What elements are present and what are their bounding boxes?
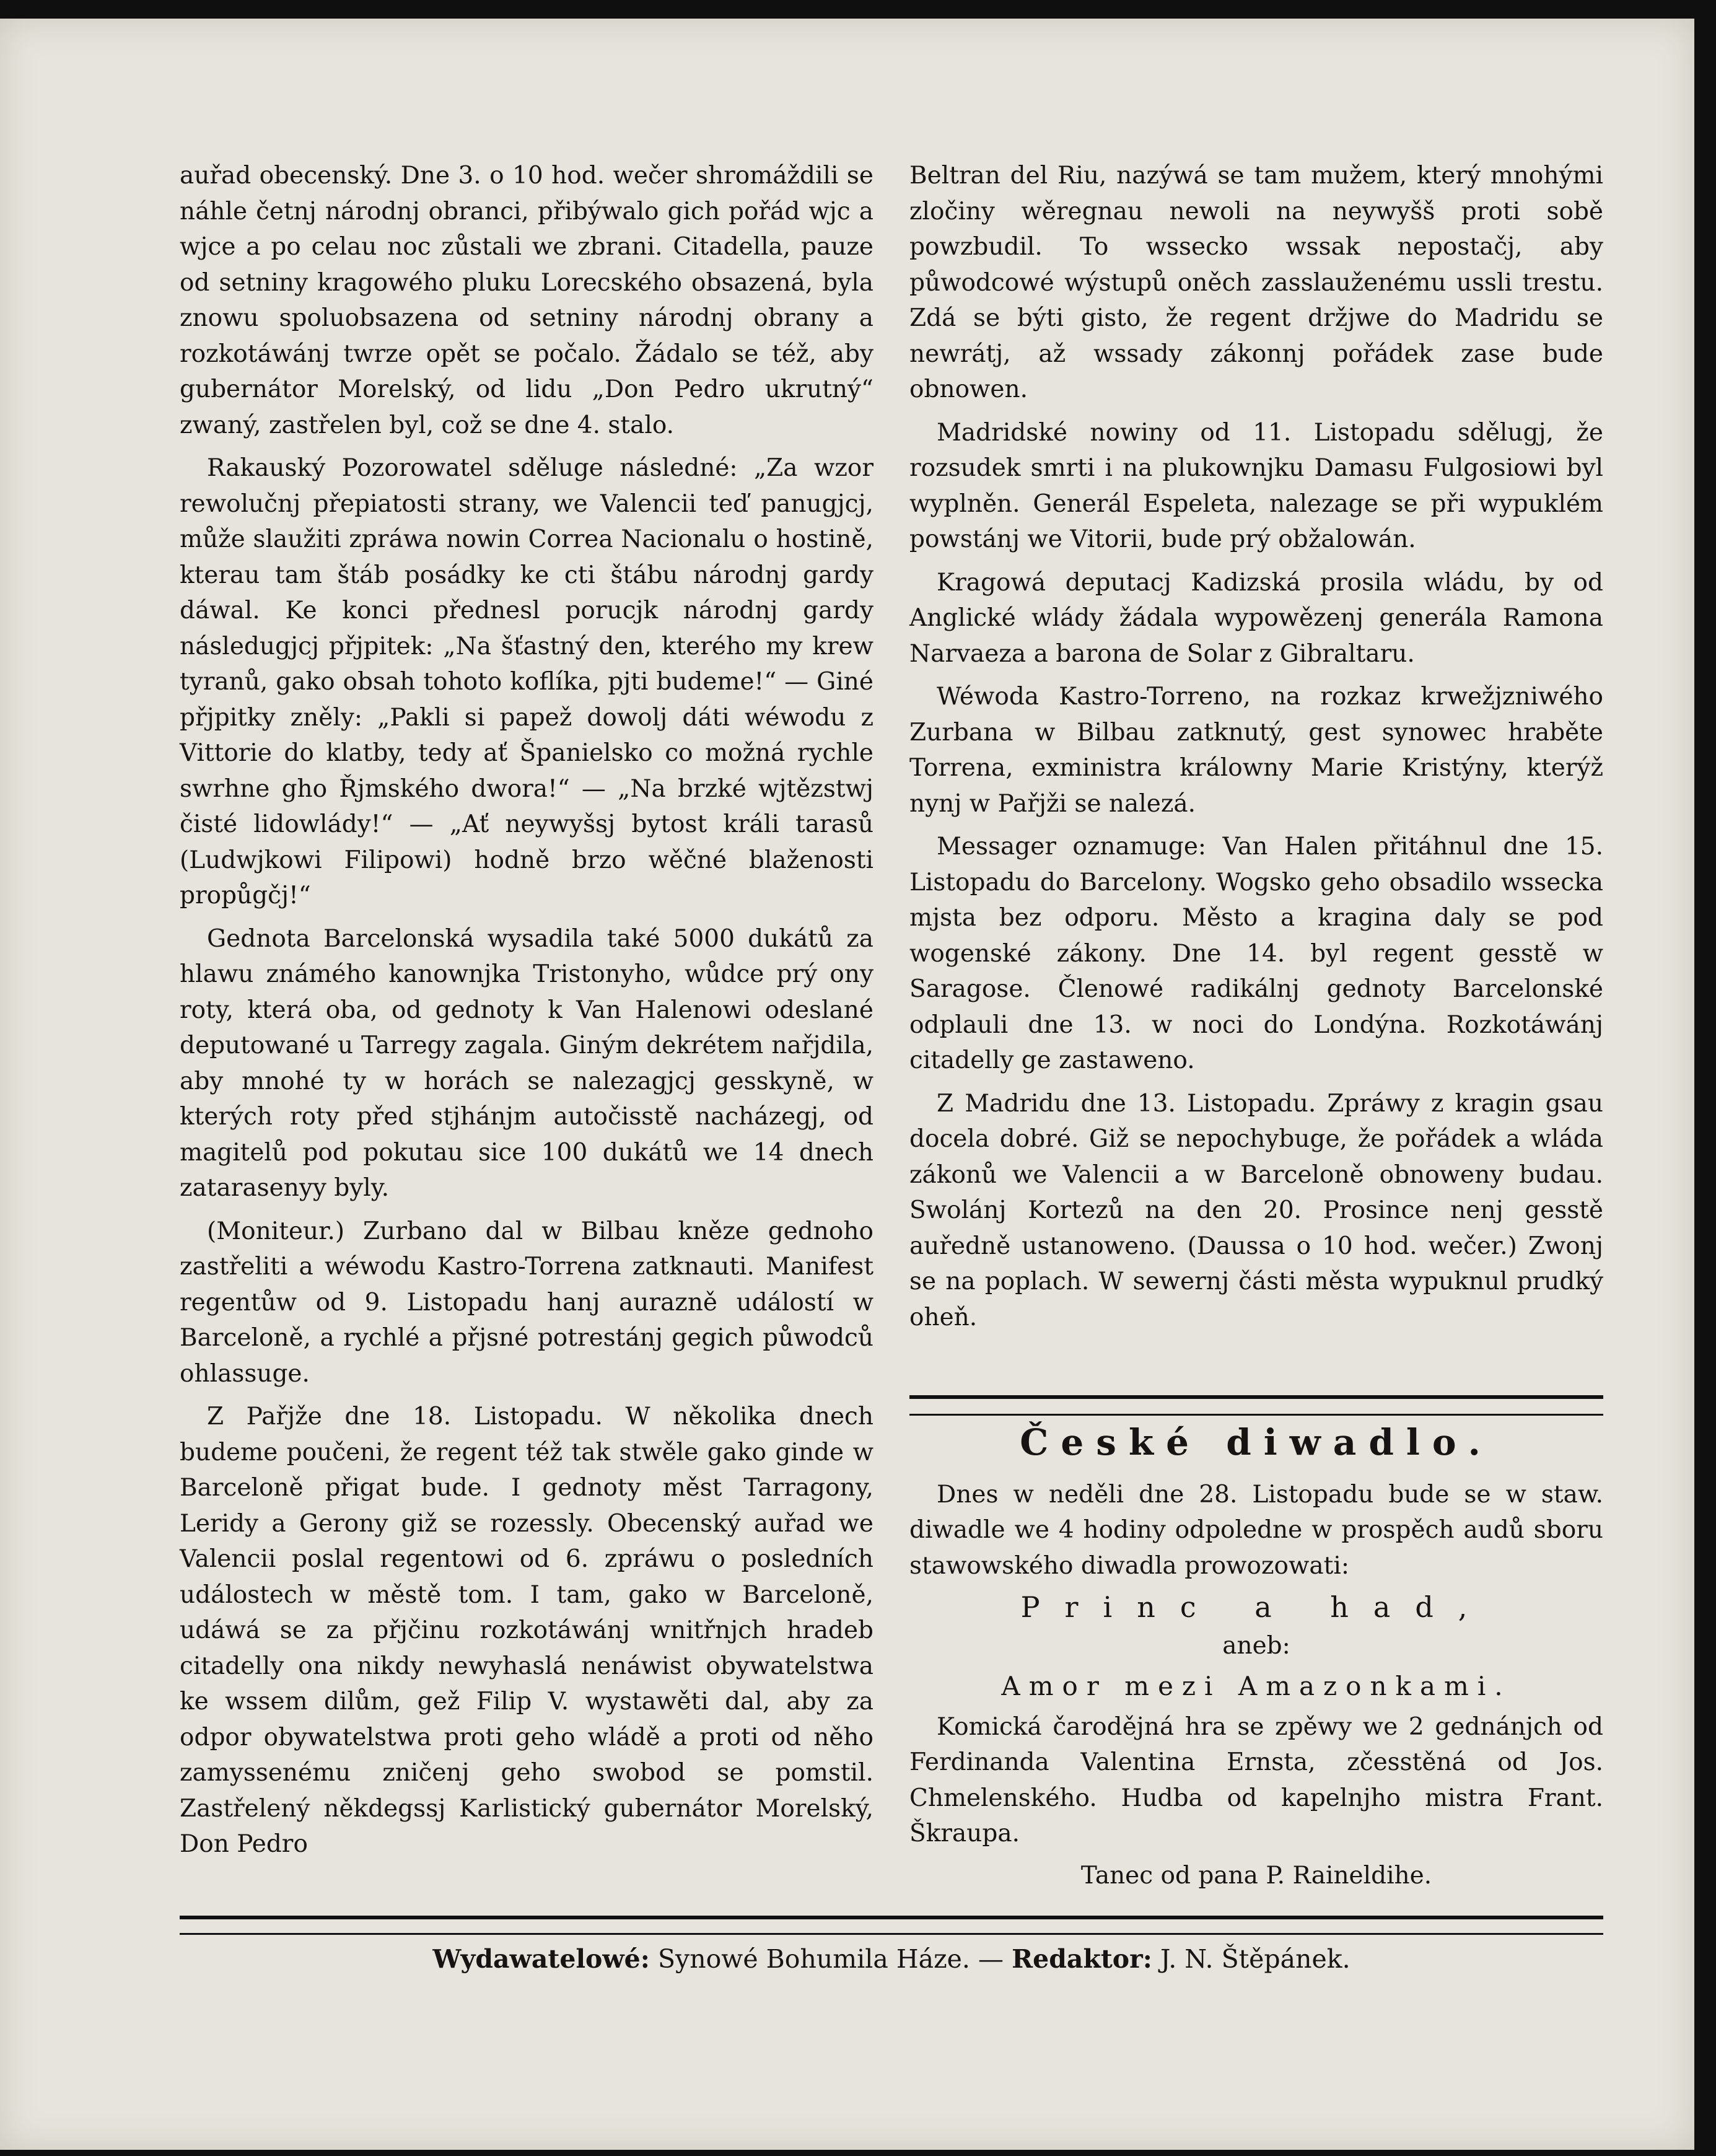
editor-name: J. N. Štěpánek. (1160, 1944, 1350, 1974)
article-paragraph: Messager oznamuge: Van Halen přitáhnul dne 15. Listopadu do Barcelony. Wogsko geho obsadilo wssecka mjsta bez odporu. Město a kragina daly se pod wogenské zákony. Dne 14. byl regent gesstě w Saragose. Členowé radikálnj gednoty Barcelonské odplauli dne 13. w noci do Londýna. Rozkotáwánj citadelly ge zastaweno. (909, 833, 1603, 1074)
section-divider (909, 1395, 1603, 1416)
theatre-announcement (909, 1421, 1603, 1898)
theatre-heading: České diwadlo. (1020, 1421, 1493, 1463)
play-title: Princ a had, (1020, 1590, 1492, 1624)
footer-divider (180, 1916, 1603, 1935)
play-description: Komická čarodějná hra se zpěwy we 2 gednánjch od Ferdinanda Valentina Ernsta, zčesstěná od Jos. Chmelenského. Hudba od kapelnjho mistra Frant. Škraupa. (909, 1712, 1603, 1847)
imprint (180, 1944, 1603, 1974)
editor-label: Redaktor: (1012, 1944, 1152, 1974)
paper-sheet (0, 19, 1694, 2150)
article-paragraph: Kragowá deputacj Kadizská prosila wládu, by od Anglické wlády žádala wypowězenj generála Ramona Narvaeza a barona de Solar z Gibraltaru. (909, 568, 1603, 668)
right-column (909, 158, 1603, 1343)
play-subtitle: Amor mezi Amazonkami. (1001, 1671, 1512, 1701)
article-paragraph: Rakauský Pozorowatel sděluge následné: „Za wzor rewolučnj přepiatosti strany, we Valencii teď panugjcj, může slaužiti zpráwa nowin Correa Nacionalu o hostině, kterau tam štáb posádky ke cti štábu národnj gardy dáwal. Ke konci přednesl porucjk národnj gardy následugjcj přjpitek: „Na šťastný den, kterého my krew tyranů, gako obsah tohoto koflíka, pjti budeme!“ — Giné přjpitky zněly: „Pakli si papež dowolj dáti wéwodu z Vittorie do klatby, tedy ať Španielsko co možná rychle swrhne gho Řjmského dwora!“ — „Na brzké wjtězstwj čisté lidowlády!“ — „Ať neywyšsj bytost králi tarasů (Ludwjkowi Filipowi) hodně brzo wěčné blaženosti propůgčj!“ (180, 454, 873, 909)
article-paragraph: Wéwoda Kastro-Torreno, na rozkaz krwežjzniwého Zurbana w Bilbau zatknutý, gest synowec hraběte Torrena, exministra králowny Marie Kristýny, kterýž nynj w Pařjži se nalezá. (909, 683, 1603, 818)
theatre-intro: Dnes w neděli dne 28. Listopadu bude se w staw. diwadle we 4 hodiny odpoledne w prospěch audů sboru stawowského diwadla prowozowati: (909, 1480, 1603, 1580)
article-paragraph: Madridské nowiny od 11. Listopadu sdělugj, že rozsudek smrti i na plukownjku Damasu Fulgosiowi byl wyplněn. Generál Espeleta, nalezage se při wypuklém powstánj we Vitorii, bude prý obžalowán. (909, 418, 1603, 553)
publishers-name: Synowé Bohumila Háze. — (657, 1944, 1004, 1974)
article-paragraph: Gednota Barcelonská wysadila také 5000 dukátů za hlawu známého kanownjka Tristonyho, wůdce prý ony roty, která oba, od gednoty k Van Halenowi odeslané deputowané u Tarregy zagala. Giným dekrétem nařjdila, aby mnohé ty w horách se nalezagjcj gesskyně, w kterých roty před stjhánjm autočisstě nacházegj, od magitelů pod pokutau sice 100 dukátů we 14 dnech zatarasenyy byly. (180, 924, 873, 1202)
publishers-label: Wydawatelowé: (432, 1944, 650, 1974)
play-dance-credit: Tanec od pana P. Raineldihe. (1080, 1861, 1432, 1890)
article-paragraph: auřad obecenský. Dne 3. o 10 hod. wečer shromáždili se náhle četnj národnj obranci, přibýwalo gich pořád wjc a wjce a po celau noc zůstali we zbrani. Citadella, pauze od setniny kragowého pluku Lorecského obsazená, byla znowu spoluobsazena od setniny národnj obrany a rozkotáwánj twrze opět se počalo. Žádalo se též, aby gubernátor Morelský, od lidu „Don Pedro ukrutný“ zwaný, zastřelen byl, což se dne 4. stalo. (180, 162, 873, 439)
play-or-word: aneb: (1222, 1631, 1290, 1660)
article-paragraph: (Moniteur.) Zurbano dal w Bilbau kněze gednoho zastřeliti a wéwodu Kastro-Torrena zatknauti. Manifest regentůw od 9. Listopadu hanj aurazně událostí w Barceloně, a rychlé a přjsné potrestánj gegich půwodců ohlassuge. (180, 1217, 873, 1388)
article-paragraph: Beltran del Riu, nazýwá se tam mužem, který mnohými zločiny wěregnau newoli na neywyšš proti sobě powzbudil. To wssecko wssak nepostačj, aby půwodcowé wýstupů oněch zasslauženému ussli trestu. Zdá se býti gisto, že regent držjwe do Madridu se newrátj, až wssady zákonnj pořádek zase bude obnowen. (909, 162, 1603, 403)
article-paragraph: Z Madridu dne 13. Listopadu. Zpráwy z kragin gsau docela dobré. Giž se nepochybuge, že pořádek a wláda zákonů we Valencii a w Barceloně obnoweny budau. Swolánj Kortezů na den 20. Prosince nenj gesstě auředně ustanoweno. (Daussa o 10 hod. wečer.) Zwonj se na poplach. W sewernj části města wypuknul prudký oheň. (909, 1089, 1603, 1331)
left-column (180, 158, 873, 1870)
article-paragraph: Z Pařjže dne 18. Listopadu. W několika dnech budeme poučeni, že regent též tak stwěle gako ginde w Barceloně přigat bude. I gednoty měst Tarragony, Leridy a Gerony giž se rozessly. Obecenský auřad we Valencii poslal regentowi od 6. zpráwu o posledních událostech w městě tom. I tam, gako w Barceloně, udáwá se za přjčinu rozkotáwánj wnitřnjch hradeb citadelly ona nikdy newyhaslá nenáwist obywatelstwa ke wssem dilům, gež Filip V. wystawěti dal, aby za odpor obywatelstwa proti geho wládě a proti od něho zamyssenému zničenj geho swobod se pomstil. Zastřelený někdegssj Karlistický gubernátor Morelský, Don Pedro (180, 1403, 873, 1858)
